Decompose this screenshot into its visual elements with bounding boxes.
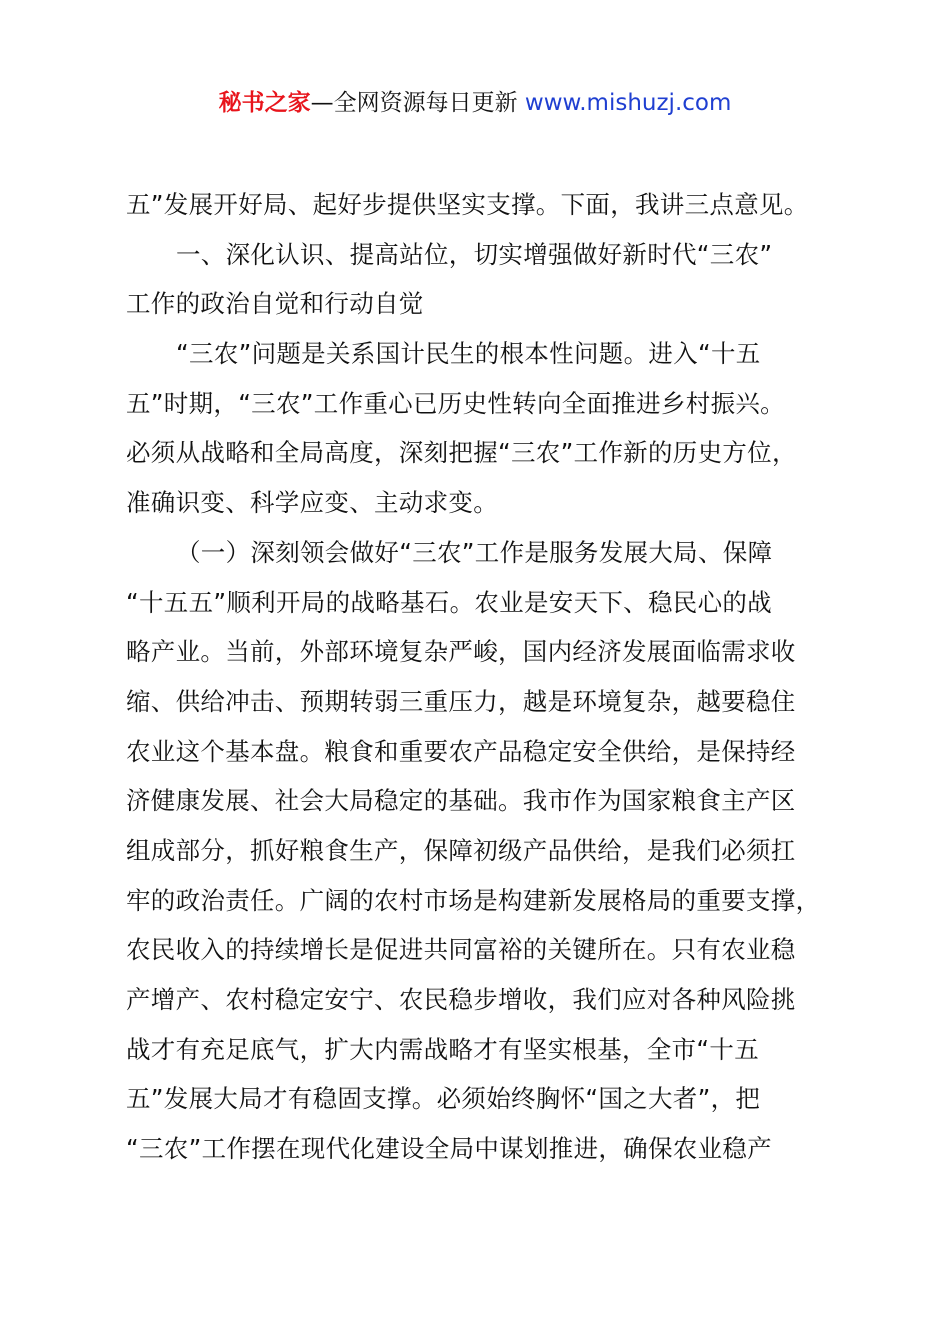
text-line: 组成部分，抓好粮食生产，保障初级产品供给，是我们必须扛: [126, 835, 796, 865]
section-heading-line: 工作的政治自觉和行动自觉: [126, 289, 424, 319]
text-line: 济健康发展、社会大局稳定的基础。我市作为国家粮食主产区: [126, 786, 796, 816]
text-line: 准确识变、科学应变、主动求变。: [126, 488, 498, 518]
text-line: “三农”问题是关系国计民生的根本性问题。进入“十五: [176, 339, 761, 369]
text-line: 战才有充足底气，扩大内需战略才有坚实根基，全市“十五: [126, 1034, 759, 1064]
site-header: [0, 86, 950, 120]
text-line: 产增产、农村稳定安宁、农民稳步增收，我们应对各种风险挑: [126, 985, 796, 1014]
text-line: 五”时期，“三农”工作重心已历史性转向全面推进乡村振兴。: [126, 388, 785, 418]
text-line: 农业这个基本盘。粮食和重要农产品稳定安全供给，是保持经: [126, 736, 796, 766]
text-line: 略产业。当前，外部环境复杂严峻，国内经济发展面临需求收: [126, 637, 796, 667]
site-tagline: —全网资源每日更新: [310, 90, 525, 116]
text-line: “三农”工作摆在现代化建设全局中谋划推进，确保农业稳产: [126, 1134, 772, 1164]
text-line: 五”发展大局才有稳固支撑。必须始终胸怀“国之大者”，把: [126, 1084, 761, 1114]
document-body: [126, 180, 836, 1174]
text-line: 农民收入的持续增长是促进共同富裕的关键所在。只有农业稳: [126, 935, 796, 965]
text-line: “十五五”顺利开局的战略基石。农业是安天下、稳民心的战: [126, 587, 772, 617]
section-heading-line: 一、深化认识、提高站位，切实增强做好新时代“三农”: [176, 239, 773, 269]
site-brand: 秘书之家: [218, 90, 311, 116]
text-line: 缩、供给冲击、预期转弱三重压力，越是环境复杂，越要稳住: [126, 686, 796, 716]
subsection-line: （一）深刻领会做好“三农”工作是服务发展大局、保障: [176, 537, 773, 567]
text-line: 五”发展开好局、起好步提供坚实支撑。下面，我讲三点意见。: [126, 190, 809, 219]
text-line: 必须从战略和全局高度，深刻把握“三农”工作新的历史方位，: [126, 438, 797, 468]
text-line: 牢的政治责任。广阔的农村市场是构建新发展格局的重要支撑，: [126, 885, 821, 915]
site-url-link[interactable]: www.mishuzj.com: [524, 90, 732, 116]
